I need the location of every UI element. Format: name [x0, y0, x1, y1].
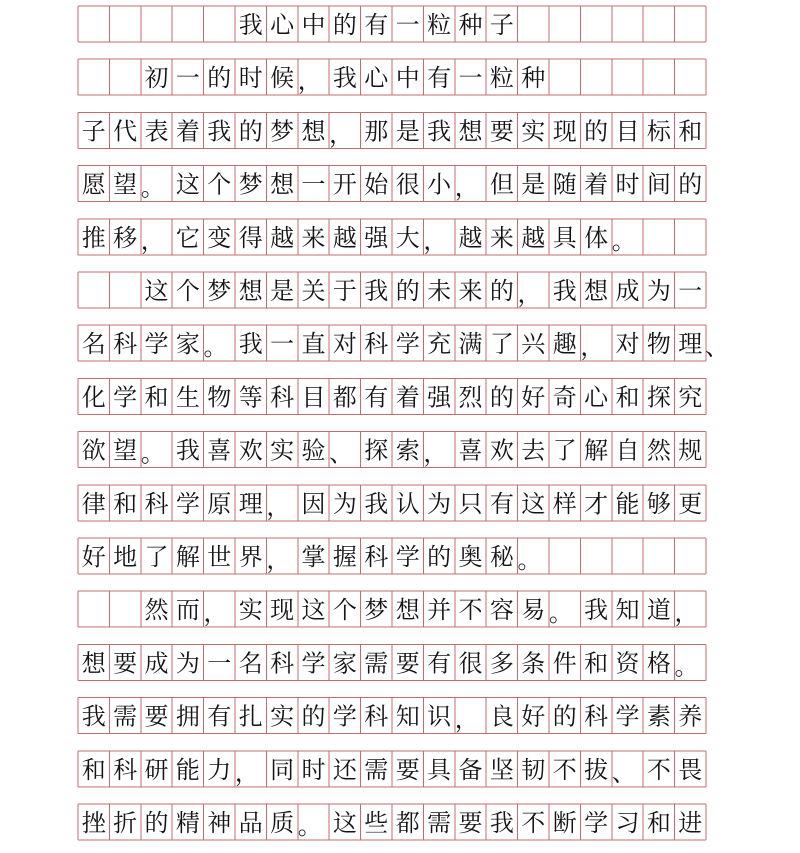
grid-character: 心	[584, 383, 609, 412]
grid-character: 易	[521, 596, 546, 625]
grid-punctuation: ，	[454, 173, 479, 202]
grid-character: 于	[332, 277, 357, 305]
grid-character: 对	[615, 330, 640, 359]
grid-character: 还	[332, 755, 357, 784]
grid-character: 具	[427, 755, 452, 784]
grid-punctuation: 。	[140, 439, 165, 468]
grid-character: 一	[395, 11, 420, 39]
grid-punctuation: ，	[423, 226, 448, 255]
grid-punctuation: ，	[674, 599, 699, 628]
grid-character: 我	[332, 64, 357, 93]
grid-character: 理	[678, 330, 703, 359]
grid-character: 我	[364, 277, 389, 305]
grid-character: 心	[364, 64, 389, 93]
grid-character: 这	[144, 277, 169, 305]
grid-character: 和	[646, 809, 671, 837]
grid-character: 时	[301, 755, 326, 784]
grid-character: 粒	[427, 11, 452, 39]
grid-character: 随	[552, 170, 577, 199]
grid-character: 科	[144, 489, 169, 518]
grid-character: 需	[364, 755, 389, 784]
grid-character: 好	[521, 383, 546, 412]
grid-punctuation: 。	[674, 652, 699, 681]
grid-character: 欲	[81, 436, 106, 465]
grid-character: 坚	[489, 755, 514, 784]
grid-character: 习	[615, 809, 640, 837]
grid-character: 一	[175, 64, 200, 93]
grid-character: 道	[646, 596, 671, 625]
grid-character: 挫	[81, 809, 106, 837]
grid-character: 规	[678, 436, 703, 465]
grid-character: 秘	[489, 543, 514, 571]
grid-character: 拔	[584, 755, 609, 784]
grid-character: 备	[458, 755, 483, 784]
grid-character: 了	[552, 436, 577, 465]
grid-punctuation: 、	[704, 333, 729, 362]
grid-character: 变	[207, 223, 232, 252]
grid-character: 素	[646, 702, 671, 731]
grid-character: 这	[521, 489, 546, 518]
grid-character: 精	[175, 809, 200, 837]
grid-character: 我	[427, 117, 452, 146]
grid-punctuation: 。	[203, 333, 228, 362]
grid-character: 关	[301, 277, 326, 305]
grid-character: 一	[678, 277, 703, 305]
grid-character: 要	[113, 649, 138, 678]
grid-character: 不	[552, 755, 577, 784]
grid-character: 的	[489, 277, 514, 305]
grid-character: 的	[678, 170, 703, 199]
grid-character: 想	[395, 596, 420, 625]
grid-character: 实	[521, 117, 546, 146]
grid-character: 能	[175, 755, 200, 784]
grid-character: 越	[458, 223, 483, 252]
grid-character: 然	[646, 436, 671, 465]
grid-character: 这	[175, 170, 200, 199]
grid-character: 但	[489, 170, 514, 199]
grid-character: 好	[521, 702, 546, 731]
grid-character: 那	[364, 117, 389, 146]
grid-character: 好	[81, 543, 106, 571]
grid-character: 目	[615, 117, 640, 146]
grid-character: 小	[427, 170, 452, 199]
grid-character: 个	[332, 596, 357, 625]
grid-character: 来	[489, 223, 514, 252]
grid-character: 物	[207, 383, 232, 412]
grid-character: 想	[301, 117, 326, 146]
grid-character: 的	[427, 543, 452, 571]
grid-punctuation: 、	[611, 758, 636, 787]
grid-character: 不	[646, 755, 671, 784]
grid-character: 我	[238, 330, 263, 359]
grid-character: 对	[332, 330, 357, 359]
grid-character: 很	[395, 170, 420, 199]
grid-character: 折	[113, 809, 138, 837]
grid-character: 欢	[489, 436, 514, 465]
grid-character: 要	[144, 702, 169, 731]
grid-punctuation: ，	[140, 226, 165, 255]
grid-character: 只	[458, 489, 483, 518]
grid-character: 具	[552, 223, 577, 252]
grid-character: 都	[395, 809, 420, 837]
grid-character: 够	[646, 489, 671, 518]
grid-character: 握	[332, 543, 357, 571]
grid-character: 越	[332, 223, 357, 252]
grid-character: 欢	[238, 436, 263, 465]
grid-character: 一	[207, 649, 232, 678]
grid-punctuation: 。	[517, 546, 542, 574]
grid-character: 学	[113, 383, 138, 412]
grid-character: 科	[270, 383, 295, 412]
grid-character: 有	[427, 649, 452, 678]
grid-character: 需	[364, 649, 389, 678]
grid-character: 一	[301, 170, 326, 199]
grid-character: 有	[207, 702, 232, 731]
grid-character: 想	[81, 649, 106, 678]
grid-character: 我	[489, 809, 514, 837]
grid-character: 科	[364, 543, 389, 571]
grid-character: 成	[144, 649, 169, 678]
grid-character: 这	[332, 809, 357, 837]
grid-character: 中	[395, 64, 420, 93]
grid-character: 学	[395, 330, 420, 359]
grid-punctuation: ，	[423, 439, 448, 468]
grid-character: 子	[81, 117, 106, 146]
grid-character: 学	[584, 809, 609, 837]
grid-character: 是	[270, 277, 295, 305]
grid-character: 容	[489, 596, 514, 625]
grid-character: 我	[584, 596, 609, 625]
grid-character: 学	[144, 330, 169, 359]
grid-character: 质	[270, 809, 295, 837]
grid-character: 现	[270, 596, 295, 625]
grid-character: 想	[238, 277, 263, 305]
grid-character: 更	[678, 489, 703, 518]
grid-character: 名	[81, 330, 106, 359]
grid-character: 强	[427, 383, 452, 412]
grid-character: 并	[427, 596, 452, 625]
grid-character: 科	[364, 330, 389, 359]
grid-character: 是	[521, 170, 546, 199]
grid-character: 件	[552, 649, 577, 678]
grid-character: 自	[615, 436, 640, 465]
grid-character: 它	[175, 223, 200, 252]
grid-punctuation: 。	[297, 812, 322, 840]
grid-character: 世	[207, 543, 232, 571]
grid-character: 需	[113, 702, 138, 731]
grid-character: 而	[175, 596, 200, 625]
grid-character: 验	[301, 436, 326, 465]
grid-character: 界	[238, 543, 263, 571]
grid-character: 喜	[207, 436, 232, 465]
grid-character: 越	[270, 223, 295, 252]
grid-character: 能	[615, 489, 640, 518]
grid-character: 要	[458, 809, 483, 837]
grid-character: 时	[238, 64, 263, 93]
grid-punctuation: ，	[266, 492, 291, 521]
grid-character: 很	[458, 649, 483, 678]
grid-character: 科	[113, 755, 138, 784]
grid-character: 这	[301, 596, 326, 625]
grid-character: 拥	[175, 702, 200, 731]
grid-character: 畏	[678, 755, 703, 784]
grid-character: 科	[270, 649, 295, 678]
grid-character: 来	[458, 277, 483, 305]
grid-character: 和	[113, 489, 138, 518]
grid-character: 标	[646, 117, 671, 146]
grid-character: 研	[144, 755, 169, 784]
grid-punctuation: 。	[611, 226, 636, 255]
grid-character: 望	[113, 170, 138, 199]
grid-character: 等	[238, 383, 263, 412]
grid-character: 学	[395, 543, 420, 571]
grid-character: 化	[81, 383, 106, 412]
grid-character: 品	[238, 809, 263, 837]
grid-character: 喜	[458, 436, 483, 465]
grid-character: 掌	[301, 543, 326, 571]
grid-character: 要	[395, 755, 420, 784]
grid-character: 些	[364, 809, 389, 837]
grid-character: 进	[678, 809, 703, 837]
grid-character: 要	[395, 649, 420, 678]
grid-character: 名	[238, 649, 263, 678]
grid-character: 着	[584, 170, 609, 199]
grid-character: 有	[364, 11, 389, 39]
grid-character: 究	[678, 383, 703, 412]
grid-character: 科	[584, 702, 609, 731]
grid-character: 我	[175, 436, 200, 465]
grid-character: 探	[646, 383, 671, 412]
grid-character: 家	[175, 330, 200, 359]
grid-character: 律	[81, 489, 106, 518]
grid-character: 我	[552, 277, 577, 305]
grid-character: 着	[175, 117, 200, 146]
grid-character: 为	[175, 649, 200, 678]
grid-character: 要	[489, 117, 514, 146]
grid-character: 愿	[81, 170, 106, 199]
grid-character: 和	[144, 383, 169, 412]
grid-character: 未	[427, 277, 452, 305]
grid-character: 梦	[364, 596, 389, 625]
grid-punctuation: ，	[329, 120, 354, 149]
grid-character: 时	[615, 170, 640, 199]
grid-character: 都	[332, 383, 357, 412]
grid-character: 识	[427, 702, 452, 731]
grid-character: 奥	[458, 543, 483, 571]
grid-character: 索	[395, 436, 420, 465]
grid-character: 为	[427, 489, 452, 518]
grid-character: 的	[144, 809, 169, 837]
grid-character: 家	[332, 649, 357, 678]
grid-character: 是	[395, 117, 420, 146]
grid-character: 初	[144, 64, 169, 93]
grid-character: 探	[364, 436, 389, 465]
grid-character: 资	[615, 649, 640, 678]
grid-character: 知	[615, 596, 640, 625]
grid-character: 养	[678, 702, 703, 731]
grid-character: 的	[584, 117, 609, 146]
grid-character: 满	[458, 330, 483, 359]
grid-character: 越	[521, 223, 546, 252]
grid-character: 推	[81, 223, 106, 252]
grid-character: 代	[113, 117, 138, 146]
grid-character: 理	[238, 489, 263, 518]
grid-character: 烈	[458, 383, 483, 412]
grid-character: 生	[175, 383, 200, 412]
grid-character: 的	[552, 702, 577, 731]
grid-character: 断	[552, 809, 577, 837]
grid-character: 认	[395, 489, 420, 518]
grid-punctuation: ，	[234, 758, 259, 787]
grid-character: 了	[144, 543, 169, 571]
grid-character: 梦	[238, 170, 263, 199]
grid-punctuation: ，	[580, 333, 605, 362]
grid-character: 去	[521, 436, 546, 465]
grid-character: 我	[364, 489, 389, 518]
grid-punctuation: 。	[548, 599, 573, 628]
grid-character: 目	[301, 383, 326, 412]
grid-character: 奇	[552, 383, 577, 412]
grid-character: 不	[458, 596, 483, 625]
grid-character: 的	[301, 702, 326, 731]
grid-character: 然	[144, 596, 169, 625]
grid-character: 学	[175, 489, 200, 518]
grid-character: 心	[270, 11, 295, 39]
grid-character: 一	[270, 330, 295, 359]
grid-character: 表	[144, 117, 169, 146]
grid-character: 开	[332, 170, 357, 199]
grid-character: 想	[584, 277, 609, 305]
grid-character: 才	[584, 489, 609, 518]
grid-character: 神	[207, 809, 232, 837]
grid-character: 解	[584, 436, 609, 465]
grid-character: 需	[427, 809, 452, 837]
grid-character: 实	[270, 436, 295, 465]
grid-character: 我	[81, 702, 106, 731]
grid-character: 现	[552, 117, 577, 146]
grid-character: 科	[364, 702, 389, 731]
grid-character: 学	[301, 649, 326, 678]
grid-punctuation: 、	[329, 439, 354, 468]
grid-character: 一	[458, 64, 483, 93]
grid-character: 学	[332, 702, 357, 731]
grid-character: 良	[489, 702, 514, 731]
grid-character: 和	[81, 755, 106, 784]
grid-character: 的	[395, 277, 420, 305]
grid-character: 多	[489, 649, 514, 678]
grid-character: 物	[646, 330, 671, 359]
grid-character: 扎	[238, 702, 263, 731]
grid-punctuation: ，	[297, 67, 322, 96]
grid-character: 中	[301, 11, 326, 39]
grid-character: 学	[615, 702, 640, 731]
grid-character: 为	[332, 489, 357, 518]
grid-character: 实	[238, 596, 263, 625]
grid-character: 种	[458, 11, 483, 39]
grid-character: 着	[395, 383, 420, 412]
grid-character: 的	[207, 64, 232, 93]
grid-character: 望	[113, 436, 138, 465]
grid-character: 我	[238, 11, 263, 39]
grid-character: 梦	[207, 277, 232, 305]
grid-character: 梦	[270, 117, 295, 146]
grid-character: 成	[615, 277, 640, 305]
grid-character: 实	[270, 702, 295, 731]
grid-character: 格	[646, 649, 671, 678]
grid-character: 样	[552, 489, 577, 518]
grid-character: 得	[238, 223, 263, 252]
grid-character: 知	[395, 702, 420, 731]
grid-character: 和	[678, 117, 703, 146]
grid-character: 候	[270, 64, 295, 93]
grid-character: 种	[521, 64, 546, 93]
grid-character: 体	[584, 223, 609, 252]
grid-character: 间	[646, 170, 671, 199]
grid-character: 有	[364, 383, 389, 412]
grid-character: 地	[113, 543, 138, 571]
grid-character: 和	[584, 649, 609, 678]
grid-character: 同	[270, 755, 295, 784]
grid-punctuation: ，	[266, 546, 291, 574]
grid-character: 移	[113, 223, 138, 252]
grid-character: 不	[521, 809, 546, 837]
grid-character: 想	[458, 117, 483, 146]
grid-character: 有	[427, 64, 452, 93]
grid-character: 我	[207, 117, 232, 146]
grid-character: 为	[646, 277, 671, 305]
grid-character: 个	[175, 277, 200, 305]
grid-character: 粒	[489, 64, 514, 93]
grid-character: 想	[270, 170, 295, 199]
grid-character: 条	[521, 649, 546, 678]
grid-character: 了	[489, 330, 514, 359]
grid-character: 始	[364, 170, 389, 199]
grid-character: 大	[395, 223, 420, 252]
grid-character: 子	[489, 11, 514, 39]
grid-character: 和	[615, 383, 640, 412]
grid-character: 趣	[552, 330, 577, 359]
grid-punctuation: 。	[140, 173, 165, 202]
grid-character: 的	[489, 383, 514, 412]
grid-character: 力	[207, 755, 232, 784]
grid-character: 来	[301, 223, 326, 252]
grid-character: 因	[301, 489, 326, 518]
grid-character: 个	[207, 170, 232, 199]
grid-character: 原	[207, 489, 232, 518]
grid-punctuation: ，	[517, 280, 542, 308]
grid-character: 直	[301, 330, 326, 359]
grid-character: 的	[238, 117, 263, 146]
grid-character: 韧	[521, 755, 546, 784]
grid-character: 解	[175, 543, 200, 571]
grid-character: 充	[427, 330, 452, 359]
grid-character: 的	[332, 11, 357, 39]
grid-character: 科	[113, 330, 138, 359]
grid-character: 兴	[521, 330, 546, 359]
grid-punctuation: ，	[454, 705, 479, 734]
grid-punctuation: ，	[203, 599, 228, 628]
grid-character: 有	[489, 489, 514, 518]
grid-character: 强	[364, 223, 389, 252]
